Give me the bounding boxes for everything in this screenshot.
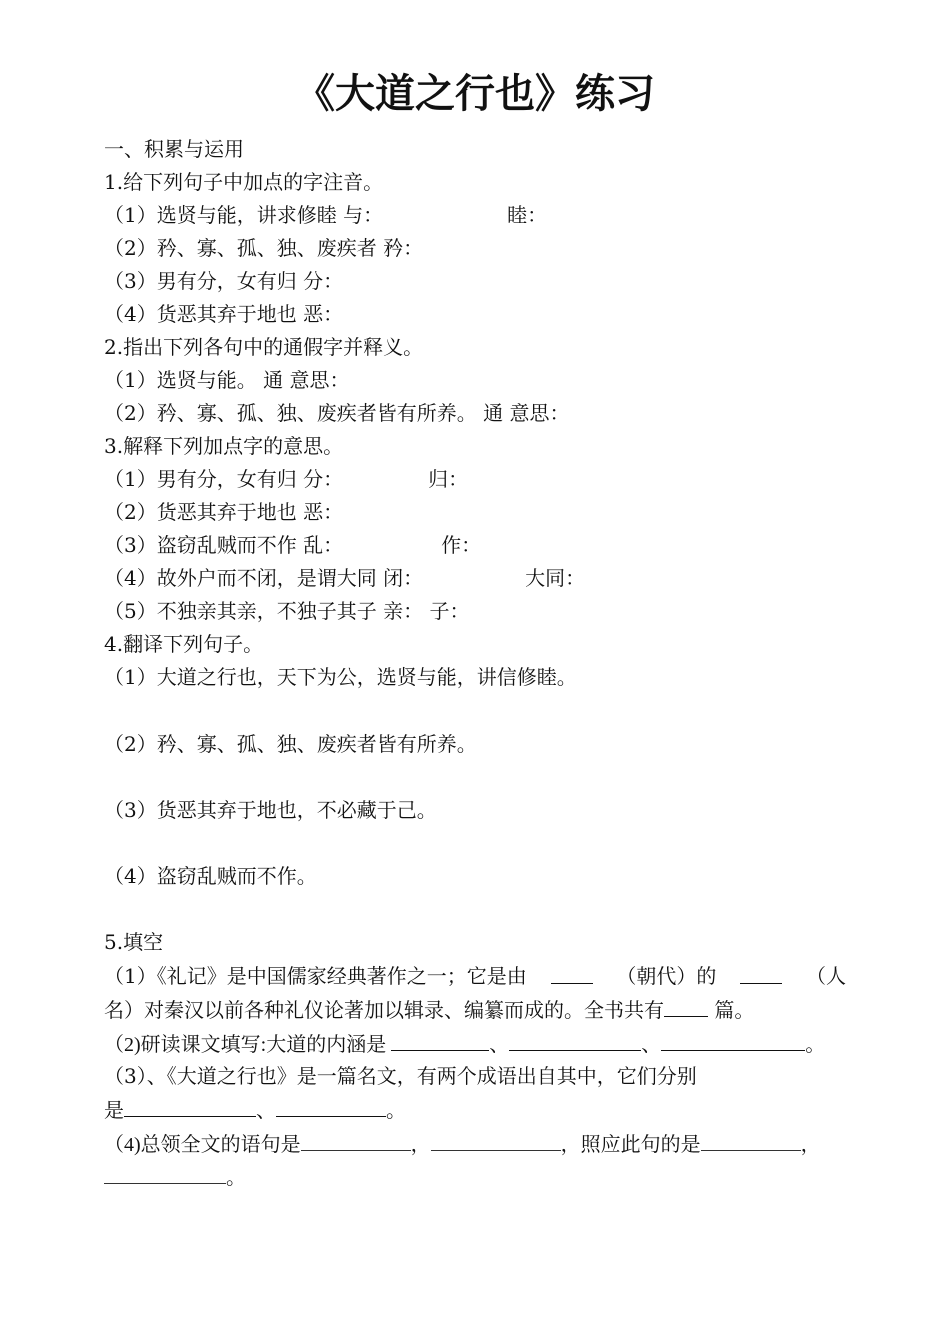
question-5-heading: 5.填空 <box>104 930 164 954</box>
item-text: 大同： <box>525 566 586 590</box>
answer-blank[interactable] <box>551 963 593 984</box>
item-text: （2)研读课文填写:大道的内涵是 <box>104 1034 387 1056</box>
answer-blank[interactable] <box>276 1096 386 1117</box>
item-text: 篇。 <box>714 998 755 1022</box>
item-text: （1）选贤与能，讲求修睦 与： <box>104 203 384 227</box>
answer-blank[interactable] <box>509 1030 641 1051</box>
item-text: （人 <box>805 964 846 988</box>
question-3-item-2: （2）货恶其弃于地也 恶： <box>104 500 344 524</box>
item-text: （朝代）的 <box>616 964 717 988</box>
question-4-item-2: （2）矜、寡、孤、独、废疾者皆有所养。 <box>104 732 477 756</box>
answer-blank[interactable] <box>701 1130 801 1151</box>
item-text: 归： <box>428 467 469 491</box>
question-3-heading: 3.解释下列加点字的意思。 <box>104 434 344 458</box>
question-4-item-4: （4）盗窃乱贼而不作。 <box>104 864 317 888</box>
question-5-item-1-line-2 <box>104 996 754 1023</box>
separator: 、 <box>641 1034 662 1056</box>
question-5-item-3-line-1: （3）、《大道之行也》是一篇名文，有两个成语出自其中，它们分别 <box>104 1064 697 1088</box>
separator: 、 <box>256 1098 276 1122</box>
question-5-item-2 <box>104 1030 825 1058</box>
question-3-item-1 <box>104 466 468 492</box>
page-title: 《大道之行也》练习 <box>295 71 655 117</box>
question-3-item-3 <box>104 532 481 558</box>
question-5-item-3-line-2 <box>104 1096 406 1123</box>
question-5-item-4-line-2 <box>104 1163 246 1190</box>
question-2-item-2: （2）矜、寡、孤、独、废疾者皆有所养。 通 意思： <box>104 401 570 425</box>
question-1-item-3: （3）男有分，女有归 分： <box>104 269 344 293</box>
answer-blank[interactable] <box>740 963 782 984</box>
question-5-item-4-line-1 <box>104 1130 821 1158</box>
question-4-heading: 4.翻译下列句子。 <box>104 632 264 656</box>
answer-blank[interactable] <box>124 1096 256 1117</box>
item-text: 作： <box>441 533 482 557</box>
item-text: （1）男有分，女有归 分： <box>104 467 344 491</box>
question-4-item-1: （1）大道之行也，天下为公，选贤与能，讲信修睦。 <box>104 665 577 689</box>
item-text: 睦： <box>507 203 548 227</box>
item-text: ，照应此句的是 <box>560 1134 701 1156</box>
question-1-item-4: （4）货恶其弃于地也 恶： <box>104 302 344 326</box>
item-text: （1）《礼记》是中国儒家经典著作之一；它是由 <box>104 964 527 988</box>
question-1-heading: 1.给下列句子中加点的字注音。 <box>104 170 384 194</box>
item-text: 名）对秦汉以前各种礼仪论著加以辑录、编纂而成的。全书共有 <box>104 998 664 1022</box>
separator: 。 <box>386 1098 406 1122</box>
answer-blank[interactable] <box>391 1030 489 1051</box>
question-3-item-4 <box>104 565 585 591</box>
answer-blank[interactable] <box>431 1130 561 1151</box>
answer-blank[interactable] <box>301 1130 411 1151</box>
answer-blank[interactable] <box>664 996 708 1017</box>
answer-blank[interactable] <box>661 1030 805 1051</box>
question-2-heading: 2.指出下列各句中的通假字并释义。 <box>104 335 424 359</box>
separator: 。 <box>805 1034 826 1056</box>
separator: 。 <box>226 1165 246 1189</box>
separator: 、 <box>489 1034 510 1056</box>
question-2-item-1: （1）选贤与能。 通 意思： <box>104 368 350 392</box>
separator: ， <box>410 1134 431 1156</box>
section-heading: 一、积累与运用 <box>104 137 244 161</box>
answer-blank[interactable] <box>104 1163 226 1184</box>
item-text: （4)总领全文的语句是 <box>104 1134 301 1156</box>
separator: ， <box>800 1134 821 1156</box>
question-1-item-1 <box>104 202 547 228</box>
item-text: 是 <box>104 1098 124 1122</box>
item-text: （4）故外户而不闭，是谓大同 闭： <box>104 566 424 590</box>
question-5-item-1-line-1 <box>104 963 846 989</box>
question-1-item-2: （2）矜、寡、孤、独、废疾者 矜： <box>104 236 424 260</box>
question-3-item-5: （5）不独亲其亲，不独子其子 亲： 子： <box>104 599 470 623</box>
item-text: （3）盗窃乱贼而不作 乱： <box>104 533 344 557</box>
question-4-item-3: （3）货恶其弃于地也，不必藏于己。 <box>104 798 437 822</box>
